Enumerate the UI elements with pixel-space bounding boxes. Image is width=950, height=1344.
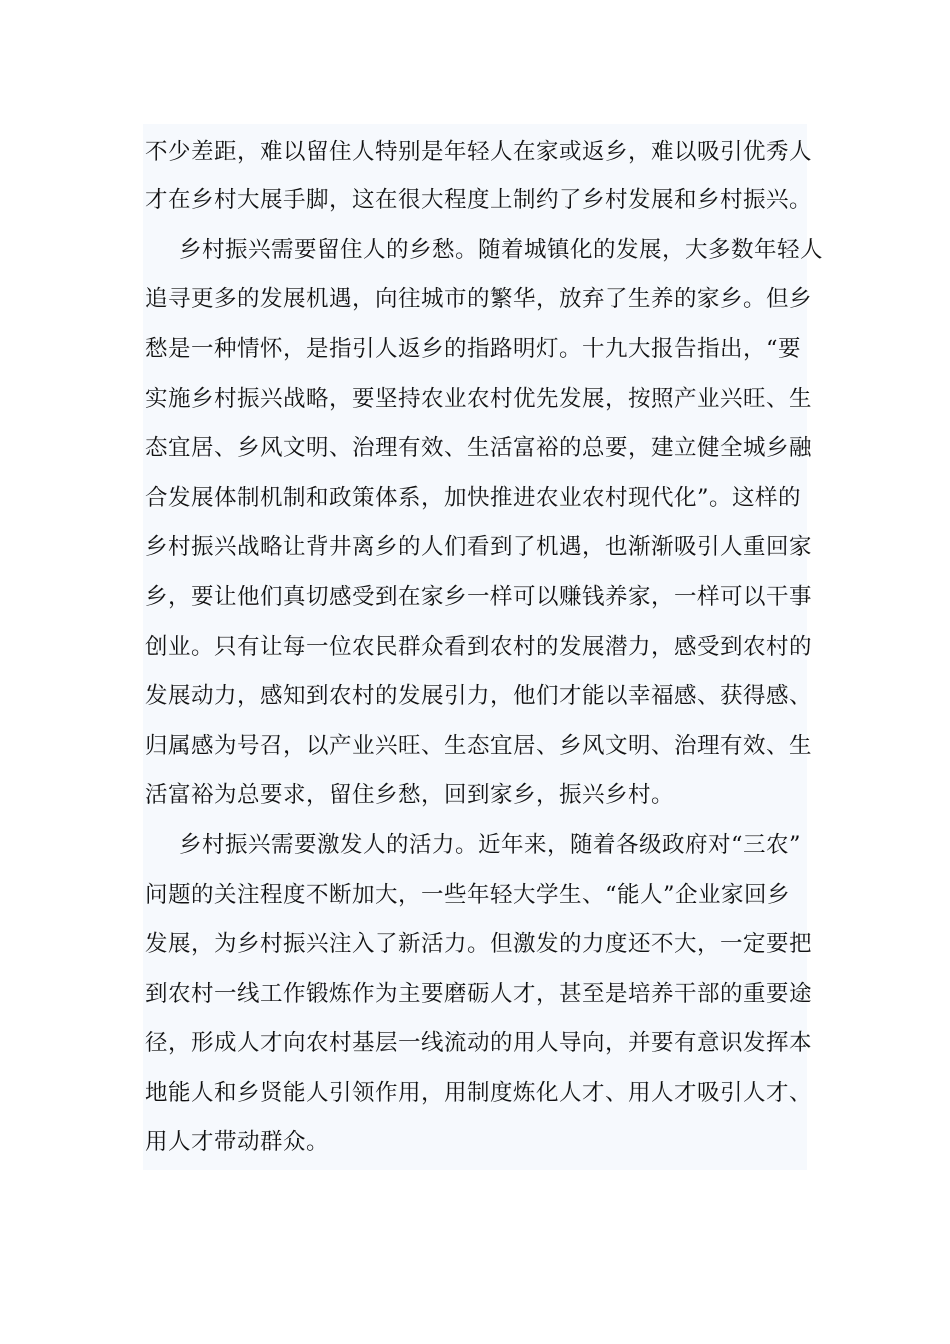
text-line: 追寻更多的发展机遇，向往城市的繁华，放弃了生养的家乡。但乡 xyxy=(145,286,813,312)
text-line: 发展动力，感知到农村的发展引力，他们才能以幸福感、获得感、 xyxy=(145,683,813,709)
text-line: 径，形成人才向农村基层一线流动的用人导向，并要有意识发挥本 xyxy=(145,1030,813,1056)
text-line: 不少差距，难以留住人特别是年轻人在家或返乡，难以吸引优秀人 xyxy=(145,139,813,165)
text-line: 才在乡村大展手脚，这在很大程度上制约了乡村发展和乡村振兴。 xyxy=(145,187,813,213)
text-line: 用人才带动群众。 xyxy=(145,1129,330,1155)
text-line: 乡，要让他们真切感受到在家乡一样可以赚钱养家，一样可以干事 xyxy=(145,584,813,610)
text-line: 活富裕为总要求，留住乡愁，回到家乡，振兴乡村。 xyxy=(145,782,675,808)
document-text-block xyxy=(143,124,824,1170)
text-line: 发展，为乡村振兴注入了新活力。但激发的力度还不大，一定要把 xyxy=(145,931,813,957)
text-line: 合发展体制机制和政策体系，加快推进农业农村现代化”。这样的 xyxy=(145,485,802,511)
text-line: 态宜居、乡风文明、治理有效、生活富裕的总要，建立健全城乡融 xyxy=(145,435,813,461)
text-line: 归属感为号召，以产业兴旺、生态宜居、乡风文明、治理有效、生 xyxy=(145,733,813,759)
text-line: 问题的关注程度不断加大，一些年轻大学生、“能人”企业家回乡 xyxy=(145,882,791,908)
paragraph-start-line: 乡村振兴需要留住人的乡愁。随着城镇化的发展，大多数年轻人 xyxy=(179,237,824,263)
text-line: 创业。只有让每一位农民群众看到农村的发展潜力，感受到农村的 xyxy=(145,634,813,660)
text-line: 实施乡村振兴战略，要坚持农业农村优先发展，按照产业兴旺、生 xyxy=(145,386,813,412)
text-line: 愁是一种情怀，是指引人返乡的指路明灯。十九大报告指出，“要 xyxy=(145,336,802,362)
text-line: 到农村一线工作锻炼作为主要磨砺人才，甚至是培养干部的重要途 xyxy=(145,981,813,1007)
text-line: 乡村振兴战略让背井离乡的人们看到了机遇，也渐渐吸引人重回家 xyxy=(145,534,813,560)
text-line: 地能人和乡贤能人引领作用，用制度炼化人才、用人才吸引人才、 xyxy=(145,1080,813,1106)
paragraph-start-line: 乡村振兴需要激发人的活力。近年来，随着各级政府对“三农” xyxy=(179,832,802,858)
